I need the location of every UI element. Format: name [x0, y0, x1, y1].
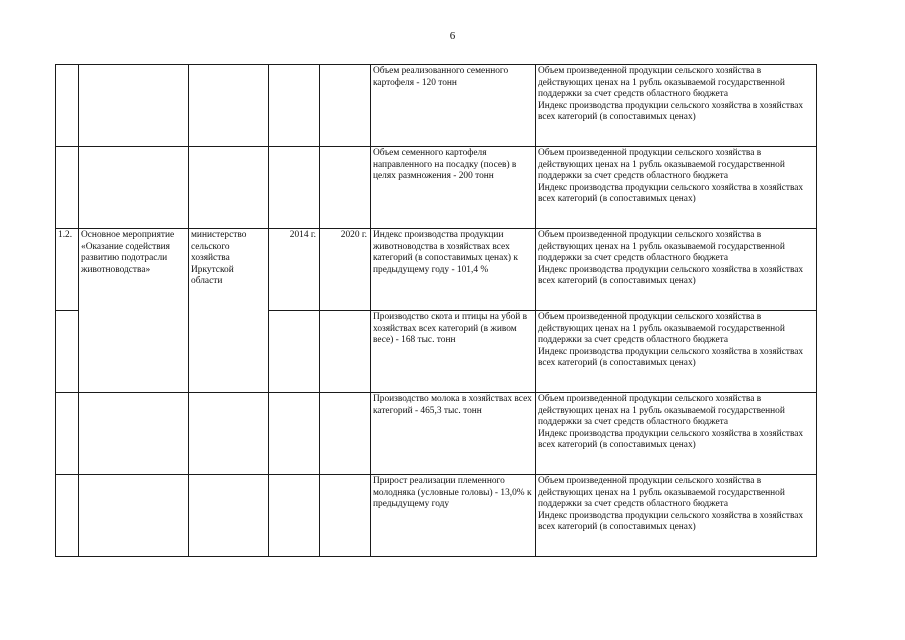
target-indicator-line: Объем произведенной продукции сельского хозяйства в действующих ценах на 1 рубль оказываемой государственной поддержки за счет средств областного бюджета [538, 312, 785, 346]
indicator-cell: Индекс производства продукции животноводства в хозяйствах всех категорий (в сопоставимых ценах) к предыдущему году - 101,4 % [371, 229, 536, 311]
executor-cell [189, 147, 269, 229]
target-indicator-line: Объем произведенной продукции сельского хозяйства в действующих ценах на 1 рубль оказываемой государственной поддержки за счет средств областного бюджета [538, 66, 785, 100]
target-indicator-cell [536, 229, 817, 311]
end-cell [320, 393, 371, 475]
end-cell: 2020 г. [320, 229, 371, 311]
target-indicator-line: Индекс производства продукции сельского хозяйства в хозяйствах всех категорий (в сопоставимых ценах) [538, 346, 804, 369]
indicator-cell: Производство скота и птицы на убой в хозяйствах всех категорий (в живом весе) - 168 тыс. тонн [371, 311, 536, 393]
executor-cell [189, 393, 269, 475]
target-indicator-line: Объем произведенной продукции сельского хозяйства в действующих ценах на 1 рубль оказываемой государственной поддержки за счет средств областного бюджета [538, 394, 785, 428]
number-cell [56, 147, 79, 229]
table-row [56, 393, 817, 475]
indicator-cell: Производство молока в хозяйствах всех категорий - 465,3 тыс. тонн [371, 393, 536, 475]
end-cell [320, 147, 371, 229]
number-cell [56, 65, 79, 147]
indicator-cell: Объем реализованного семенного картофеля - 120 тонн [371, 65, 536, 147]
program-table [55, 64, 817, 557]
end-cell [320, 475, 371, 557]
page-number: 6 [449, 30, 456, 42]
name-cell: Основное мероприятие «Оказание содействия развитию подотрасли животноводства» [79, 229, 189, 393]
target-indicator-line: Объем произведенной продукции сельского хозяйства в действующих ценах на 1 рубль оказываемой государственной поддержки за счет средств областного бюджета [538, 476, 785, 510]
target-indicator-cell [536, 393, 817, 475]
executor-cell [189, 475, 269, 557]
table-row [56, 65, 817, 147]
start-cell [269, 311, 320, 393]
target-indicator-line: Индекс производства продукции сельского хозяйства в хозяйствах всех категорий (в сопоставимых ценах) [538, 264, 804, 287]
name-cell [79, 147, 189, 229]
start-cell [269, 393, 320, 475]
target-indicator-line: Индекс производства продукции сельского хозяйства в хозяйствах всех категорий (в сопоставимых ценах) [538, 428, 804, 451]
table-row [56, 147, 817, 229]
target-indicator-cell [536, 65, 817, 147]
target-indicator-line: Индекс производства продукции сельского хозяйства в хозяйствах всех категорий (в сопоставимых ценах) [538, 510, 804, 533]
number-cell [56, 311, 79, 393]
number-cell: 1.2. [56, 229, 79, 311]
name-cell [79, 65, 189, 147]
end-cell [320, 311, 371, 393]
target-indicator-line: Объем произведенной продукции сельского хозяйства в действующих ценах на 1 рубль оказываемой государственной поддержки за счет средств областного бюджета [538, 230, 785, 264]
name-cell [79, 475, 189, 557]
start-cell: 2014 г. [269, 229, 320, 311]
table-row [56, 475, 817, 557]
number-cell [56, 475, 79, 557]
target-indicator-line: Индекс производства продукции сельского хозяйства в хозяйствах всех категорий (в сопоставимых ценах) [538, 100, 804, 123]
target-indicator-cell [536, 147, 817, 229]
start-cell [269, 147, 320, 229]
target-indicator-cell [536, 311, 817, 393]
target-indicator-cell [536, 475, 817, 557]
number-cell [56, 393, 79, 475]
start-cell [269, 65, 320, 147]
executor-cell: министерство сельского хозяйства Иркутской области [189, 229, 269, 393]
indicator-cell: Объем семенного картофеля направленного на посадку (посев) в целях размножения - 200 тонн [371, 147, 536, 229]
target-indicator-line: Объем произведенной продукции сельского хозяйства в действующих ценах на 1 рубль оказываемой государственной поддержки за счет средств областного бюджета [538, 148, 785, 182]
end-cell [320, 65, 371, 147]
name-cell [79, 393, 189, 475]
start-cell [269, 475, 320, 557]
indicator-cell: Прирост реализации племенного молодняка (условные головы) - 13,0% к предыдущему году [371, 475, 536, 557]
table-row [56, 229, 817, 311]
target-indicator-line: Индекс производства продукции сельского хозяйства в хозяйствах всех категорий (в сопоставимых ценах) [538, 182, 804, 205]
executor-cell [189, 65, 269, 147]
